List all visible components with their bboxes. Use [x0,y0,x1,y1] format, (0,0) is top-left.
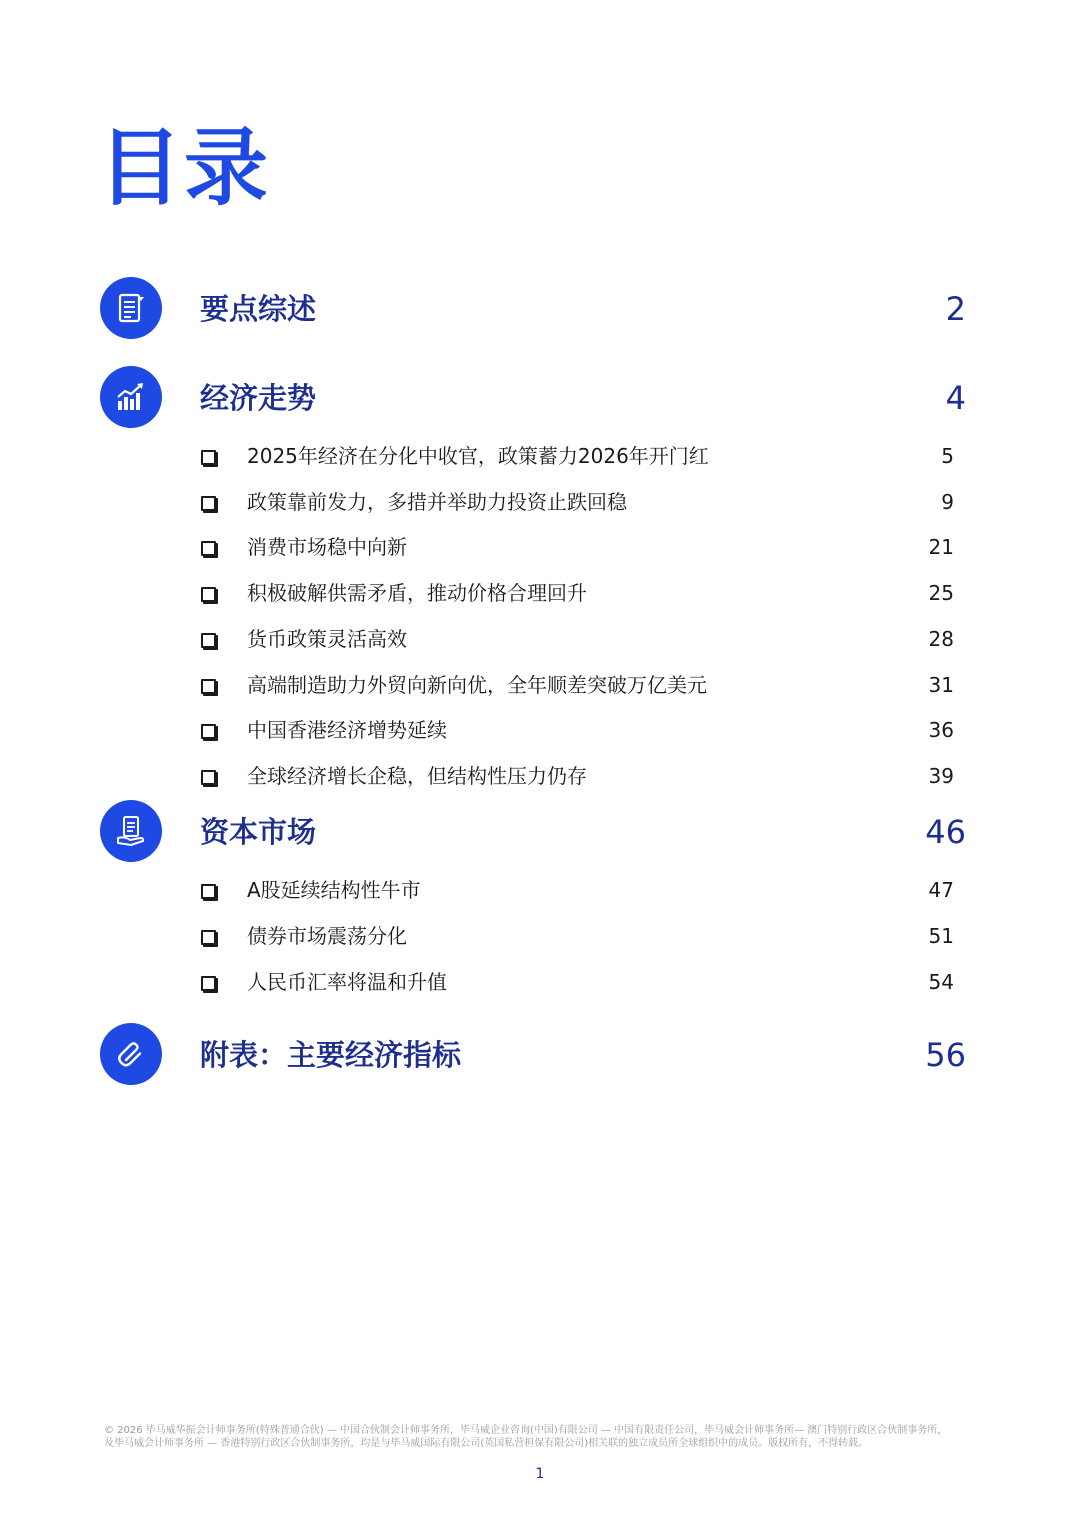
entry-label: 2025年经济在分化中收官，政策蓄力2026年开门红 [247,444,709,468]
checkbox-bullet-icon [201,541,216,556]
checkbox-bullet-icon [201,930,216,945]
document-hand-icon [100,800,162,862]
entry-label: 消费市场稳中向新 [247,535,407,559]
section-page-number: 4 [945,379,966,417]
toc-entry[interactable] [0,968,1080,1002]
toc-entry[interactable] [0,876,1080,910]
toc-entry[interactable] [0,533,1080,567]
copyright-line: 及毕马威会计师事务所 — 香港特别行政区合伙制事务所，均是与毕马威国际有限公司(英国私营担保有限公司)相关联的独立成员所全球组织中的成员。版权所有，不得转载。 [104,1438,869,1449]
section-page-number: 56 [925,1036,966,1074]
toc-section-economy[interactable] [0,366,1080,430]
entry-page-number: 39 [928,764,954,788]
entry-page-number: 25 [928,581,954,605]
checkbox-bullet-icon [201,587,216,602]
section-title: 要点综述 [200,292,317,326]
entry-label: 债券市场震荡分化 [247,924,407,948]
entry-page-number: 31 [928,673,954,697]
page-number: 1 [535,1466,545,1482]
entry-page-number: 54 [928,970,954,994]
growth-chart-icon [100,366,162,428]
entry-page-number: 28 [928,627,954,651]
toc-entry[interactable] [0,922,1080,956]
section-title: 经济走势 [200,381,317,415]
toc-entry[interactable] [0,488,1080,522]
toc-section-summary[interactable] [0,277,1080,341]
document-list-icon [100,277,162,339]
toc-entry[interactable] [0,625,1080,659]
section-title: 资本市场 [200,815,317,849]
entry-label: 货币政策灵活高效 [247,627,407,651]
entry-label: 人民币汇率将温和升值 [247,970,447,994]
section-title: 附表：主要经济指标 [200,1038,462,1072]
entry-page-number: 47 [928,878,954,902]
toc-section-capital-markets[interactable] [0,800,1080,864]
entry-label: 全球经济增长企稳，但结构性压力仍存 [247,764,587,788]
checkbox-bullet-icon [201,976,216,991]
copyright-line: © 2026 毕马威华振会计师事务所(特殊普通合伙) — 中国合伙制会计师事务所，毕马威企业咨询(中国)有限公司 — 中国有限责任公司，毕马威会计师事务所— 澳门特别行政区合伙制事务所， [104,1425,948,1436]
entry-label: 政策靠前发力，多措并举助力投资止跌回稳 [247,490,627,514]
checkbox-bullet-icon [201,724,216,739]
toc-entry[interactable] [0,442,1080,476]
entry-page-number: 21 [928,535,954,559]
entry-label: 积极破解供需矛盾，推动价格合理回升 [247,581,587,605]
entry-page-number: 9 [941,490,954,514]
entry-page-number: 51 [928,924,954,948]
entry-label: 中国香港经济增势延续 [247,718,447,742]
checkbox-bullet-icon [201,770,216,785]
checkbox-bullet-icon [201,679,216,694]
toc-entry[interactable] [0,671,1080,705]
section-page-number: 46 [925,813,966,851]
toc-entry[interactable] [0,762,1080,796]
copyright-note [104,1424,984,1450]
checkbox-bullet-icon [201,450,216,465]
entry-page-number: 5 [941,444,954,468]
entry-label: A股延续结构性牛市 [247,878,421,902]
toc-entry[interactable] [0,716,1080,750]
checkbox-bullet-icon [201,633,216,648]
toc-entry[interactable] [0,579,1080,613]
checkbox-bullet-icon [201,496,216,511]
entry-page-number: 36 [928,718,954,742]
checkbox-bullet-icon [201,884,216,899]
entry-label: 高端制造助力外贸向新向优，全年顺差突破万亿美元 [247,673,707,697]
section-page-number: 2 [945,290,966,328]
paperclip-icon [100,1023,162,1085]
toc-section-appendix[interactable] [0,1023,1080,1087]
page-title: 目录 [98,119,271,217]
